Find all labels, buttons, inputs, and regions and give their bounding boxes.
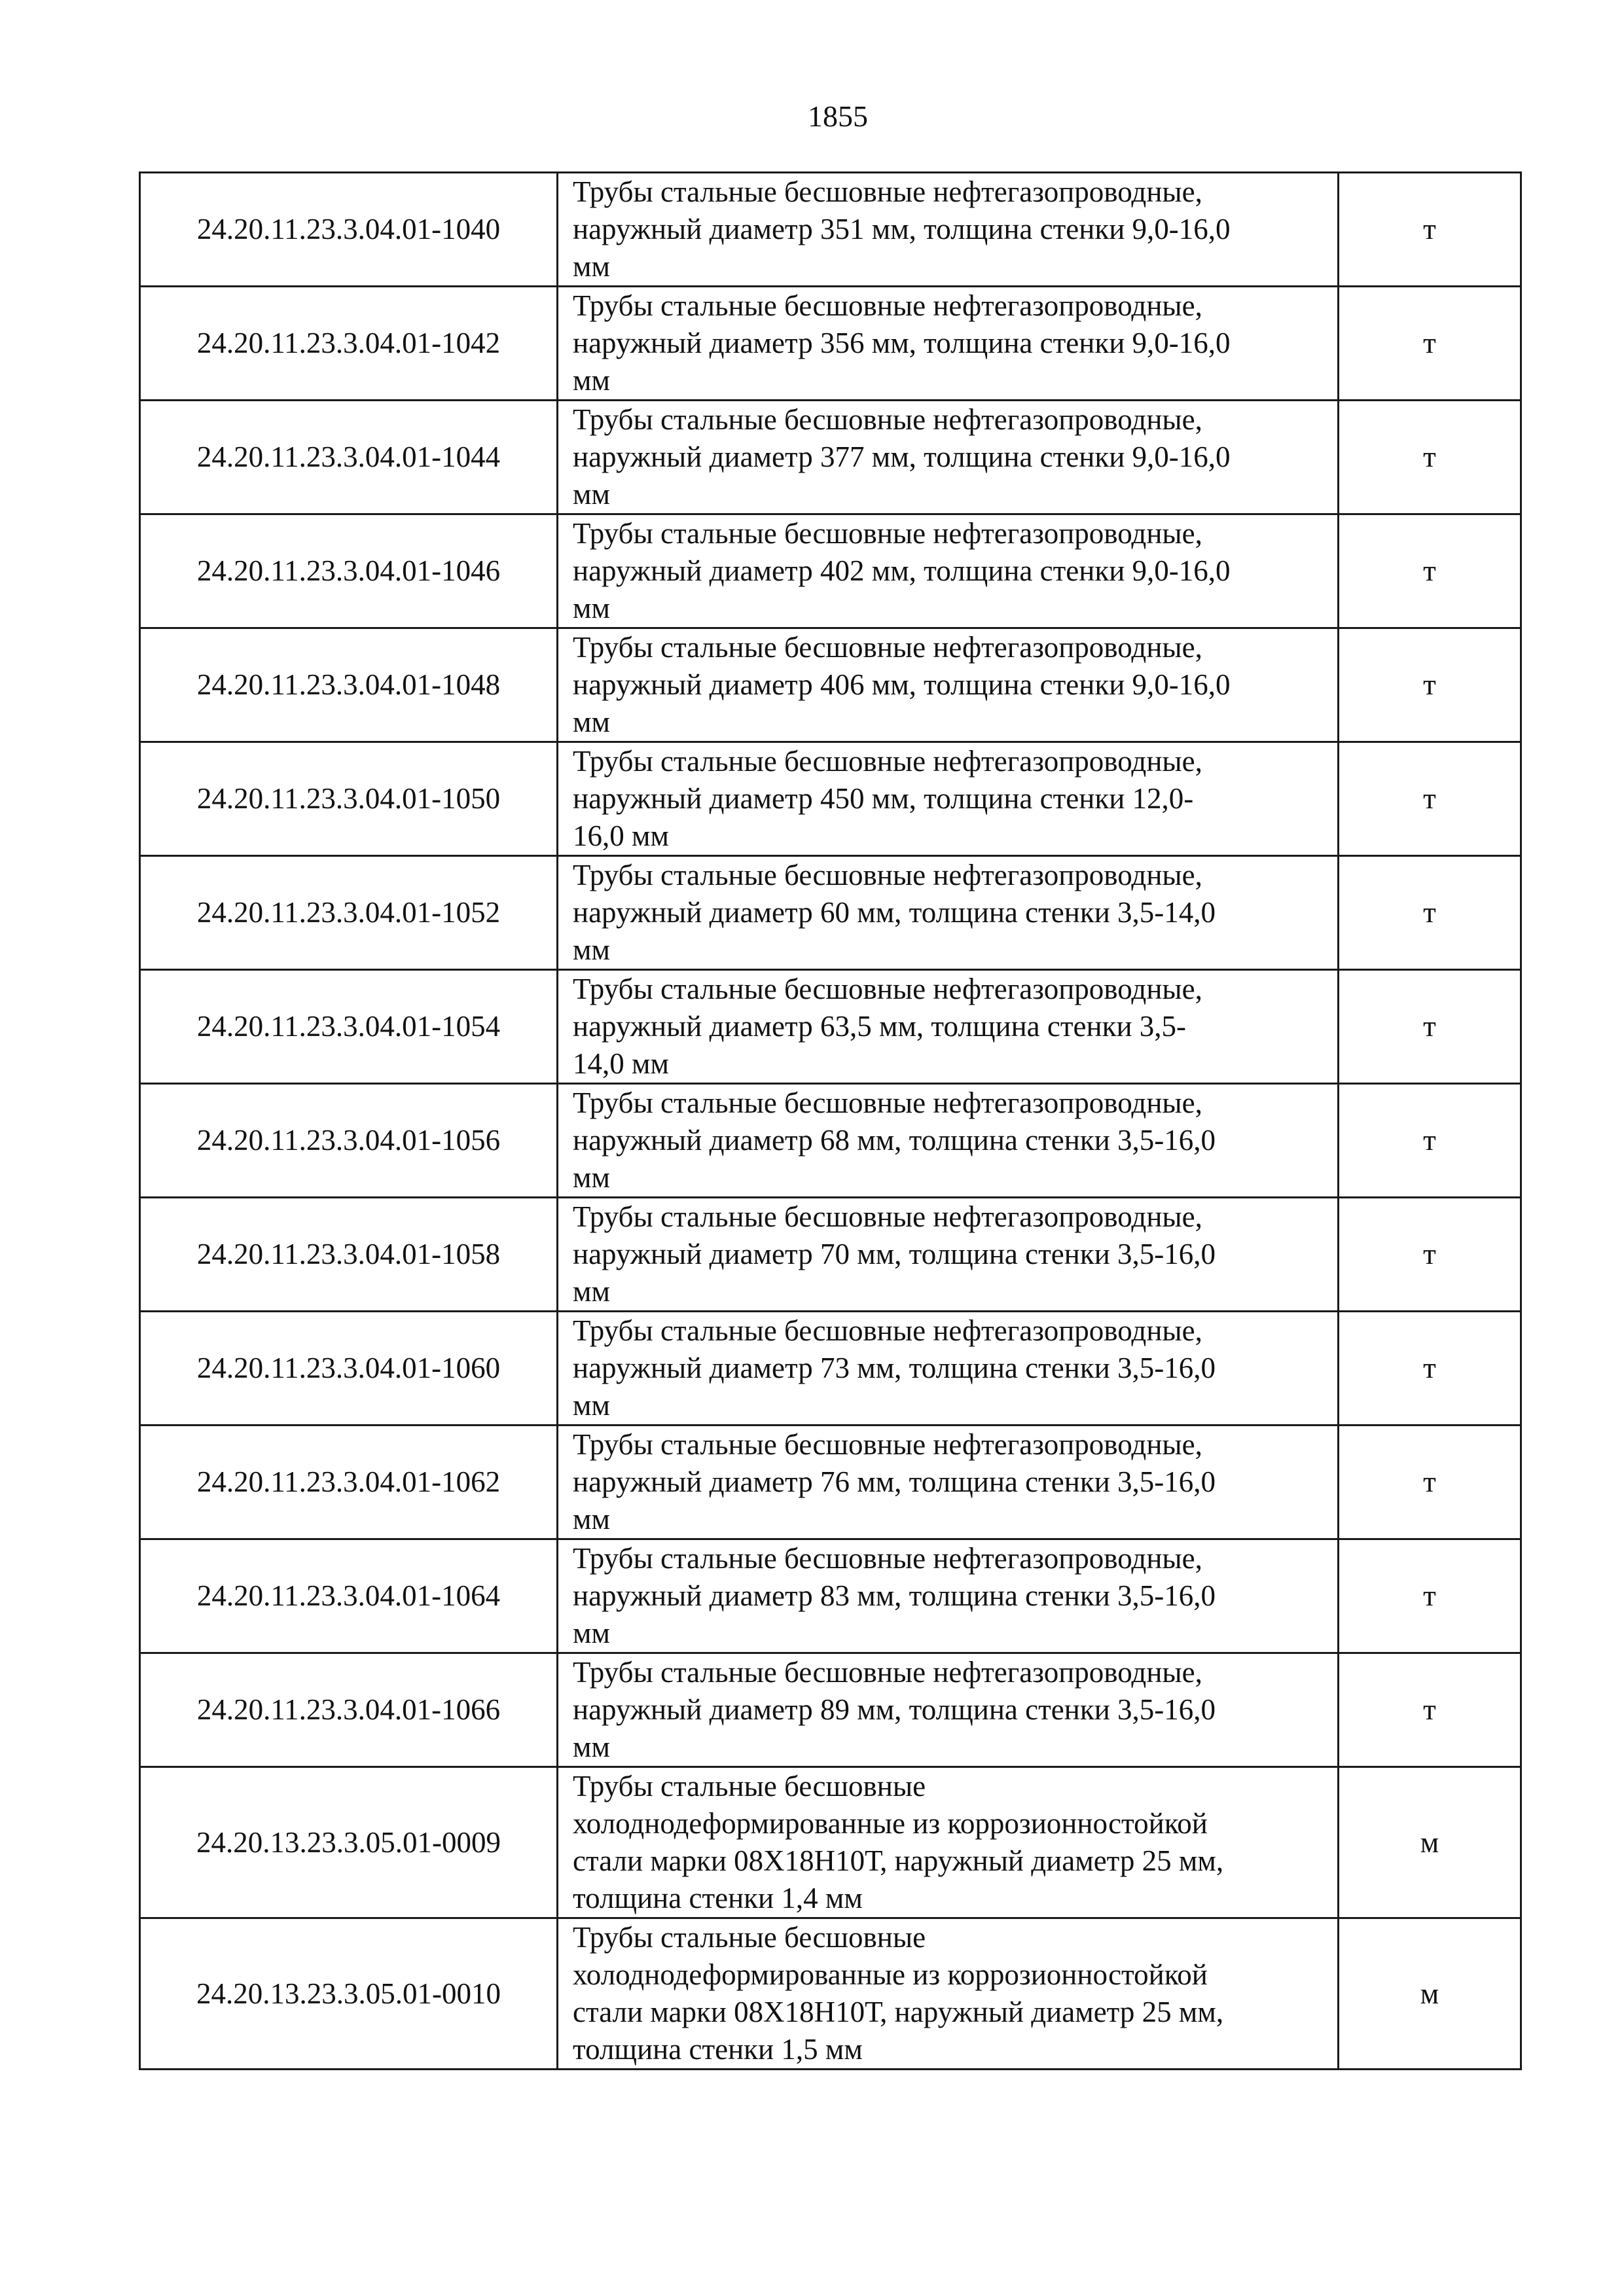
unit-cell: т: [1339, 401, 1521, 514]
description-line: Трубы стальные бесшовные: [573, 1921, 926, 1954]
item-code-cell: 24.20.11.23.3.04.01-1058: [140, 1198, 558, 1312]
description-line: мм: [573, 1503, 610, 1535]
item-description-cell: [558, 287, 1339, 401]
description-line: толщина стенки 1,4 мм: [573, 1882, 863, 1914]
description-line: мм: [573, 1389, 610, 1422]
item-description-cell: [558, 970, 1339, 1084]
unit-cell: т: [1339, 1539, 1521, 1653]
description-line: Трубы стальные бесшовные нефтегазопроводные,: [573, 289, 1202, 322]
description-line: 14,0 мм: [573, 1047, 669, 1080]
description-line: Трубы стальные бесшовные нефтегазопроводные,: [573, 1086, 1202, 1119]
item-description-cell: [558, 173, 1339, 287]
item-description-cell: [558, 628, 1339, 742]
item-code-cell: 24.20.11.23.3.04.01-1056: [140, 1084, 558, 1198]
description-line: Трубы стальные бесшовные нефтегазопроводные,: [573, 1428, 1202, 1461]
description-line: Трубы стальные бесшовные нефтегазопроводные,: [573, 1314, 1202, 1347]
item-description-cell: [558, 514, 1339, 628]
description-line: наружный диаметр 402 мм, толщина стенки 9,0-16,0: [573, 554, 1231, 587]
unit-cell: т: [1339, 514, 1521, 628]
item-code-cell: 24.20.11.23.3.04.01-1062: [140, 1426, 558, 1539]
description-line: наружный диаметр 60 мм, толщина стенки 3,5-14,0: [573, 896, 1216, 929]
unit-cell: т: [1339, 1084, 1521, 1198]
description-line: наружный диаметр 76 мм, толщина стенки 3,5-16,0: [573, 1465, 1216, 1498]
item-code-cell: 24.20.11.23.3.04.01-1066: [140, 1653, 558, 1767]
table-row: [140, 1539, 1521, 1653]
item-description-cell: [558, 1653, 1339, 1767]
description-line: Трубы стальные бесшовные нефтегазопроводные,: [573, 517, 1202, 550]
table-row: [140, 970, 1521, 1084]
table-row: [140, 1198, 1521, 1312]
unit-cell: т: [1339, 1426, 1521, 1539]
description-line: Трубы стальные бесшовные: [573, 1770, 926, 1803]
description-line: наружный диаметр 73 мм, толщина стенки 3,5-16,0: [573, 1352, 1216, 1384]
table-row: [140, 173, 1521, 287]
page-number: 1855: [808, 99, 868, 133]
description-line: наружный диаметр 351 мм, толщина стенки 9,0-16,0: [573, 213, 1231, 245]
unit-cell: т: [1339, 1653, 1521, 1767]
description-line: Трубы стальные бесшовные нефтегазопроводные,: [573, 403, 1202, 436]
unit-cell: т: [1339, 173, 1521, 287]
unit-cell: т: [1339, 628, 1521, 742]
description-line: мм: [573, 933, 610, 966]
description-line: мм: [573, 592, 610, 624]
description-line: наружный диаметр 89 мм, толщина стенки 3,5-16,0: [573, 1693, 1216, 1726]
unit-cell: м: [1339, 1918, 1521, 2070]
description-line: холоднодеформированные из коррозионностойкой: [573, 1807, 1208, 1840]
description-line: наружный диаметр 70 мм, толщина стенки 3,5-16,0: [573, 1238, 1216, 1270]
description-line: Трубы стальные бесшовные нефтегазопроводные,: [573, 1542, 1202, 1575]
item-description-cell: [558, 1198, 1339, 1312]
table-row: [140, 1312, 1521, 1426]
item-code-cell: 24.20.11.23.3.04.01-1044: [140, 401, 558, 514]
unit-cell: т: [1339, 1312, 1521, 1426]
item-description-cell: [558, 856, 1339, 970]
table-row: [140, 1426, 1521, 1539]
table-row: [140, 1084, 1521, 1198]
table-row: [140, 856, 1521, 970]
table-row: [140, 628, 1521, 742]
description-line: мм: [573, 250, 610, 283]
description-line: наружный диаметр 450 мм, толщина стенки 12,0-: [573, 782, 1194, 815]
description-line: холоднодеформированные из коррозионностойкой: [573, 1958, 1208, 1991]
description-line: наружный диаметр 63,5 мм, толщина стенки 3,5-: [573, 1010, 1187, 1043]
description-line: Трубы стальные бесшовные нефтегазопроводные,: [573, 745, 1202, 778]
table-row: [140, 1653, 1521, 1767]
item-description-cell: [558, 1084, 1339, 1198]
description-line: наружный диаметр 406 мм, толщина стенки 9,0-16,0: [573, 668, 1231, 701]
item-description-cell: [558, 1539, 1339, 1653]
table-row: [140, 1918, 1521, 2070]
description-line: Трубы стальные бесшовные нефтегазопроводные,: [573, 1656, 1202, 1689]
description-line: Трубы стальные бесшовные нефтегазопроводные,: [573, 973, 1202, 1005]
item-description-cell: [558, 1426, 1339, 1539]
unit-cell: м: [1339, 1767, 1521, 1918]
item-code-cell: 24.20.11.23.3.04.01-1054: [140, 970, 558, 1084]
description-line: стали марки 08Х18Н10Т, наружный диаметр 25 мм,: [573, 1844, 1224, 1877]
item-code-cell: 24.20.11.23.3.04.01-1050: [140, 742, 558, 856]
description-line: наружный диаметр 83 мм, толщина стенки 3,5-16,0: [573, 1579, 1216, 1612]
description-line: мм: [573, 1731, 610, 1763]
item-code-cell: 24.20.11.23.3.04.01-1064: [140, 1539, 558, 1653]
item-code-cell: 24.20.11.23.3.04.01-1060: [140, 1312, 558, 1426]
description-line: Трубы стальные бесшовные нефтегазопроводные,: [573, 631, 1202, 664]
unit-cell: т: [1339, 856, 1521, 970]
description-line: наружный диаметр 377 мм, толщина стенки 9,0-16,0: [573, 440, 1231, 473]
description-line: мм: [573, 706, 610, 738]
item-code-cell: 24.20.11.23.3.04.01-1048: [140, 628, 558, 742]
description-line: стали марки 08Х18Н10Т, наружный диаметр 25 мм,: [573, 1996, 1224, 2028]
materials-table-body: [140, 173, 1521, 2070]
item-code-cell: 24.20.11.23.3.04.01-1040: [140, 173, 558, 287]
item-description-cell: [558, 401, 1339, 514]
unit-cell: т: [1339, 287, 1521, 401]
table-row: [140, 1767, 1521, 1918]
description-line: 16,0 мм: [573, 819, 669, 852]
description-line: мм: [573, 364, 610, 397]
description-line: Трубы стальные бесшовные нефтегазопроводные,: [573, 175, 1202, 208]
item-description-cell: [558, 1918, 1339, 2070]
unit-cell: т: [1339, 742, 1521, 856]
item-code-cell: 24.20.11.23.3.04.01-1052: [140, 856, 558, 970]
description-line: наружный диаметр 356 мм, толщина стенки 9,0-16,0: [573, 327, 1231, 359]
table-row: [140, 401, 1521, 514]
description-line: Трубы стальные бесшовные нефтегазопроводные,: [573, 1200, 1202, 1233]
item-code-cell: 24.20.13.23.3.05.01-0010: [140, 1918, 558, 2070]
table-row: [140, 287, 1521, 401]
unit-cell: т: [1339, 970, 1521, 1084]
description-line: наружный диаметр 68 мм, толщина стенки 3,5-16,0: [573, 1124, 1216, 1157]
item-code-cell: 24.20.11.23.3.04.01-1042: [140, 287, 558, 401]
description-line: мм: [573, 1275, 610, 1308]
unit-cell: т: [1339, 1198, 1521, 1312]
item-description-cell: [558, 1312, 1339, 1426]
item-description-cell: [558, 742, 1339, 856]
description-line: мм: [573, 478, 610, 511]
description-line: Трубы стальные бесшовные нефтегазопроводные,: [573, 859, 1202, 891]
description-line: мм: [573, 1161, 610, 1194]
item-description-cell: [558, 1767, 1339, 1918]
table-row: [140, 742, 1521, 856]
table-row: [140, 514, 1521, 628]
item-code-cell: 24.20.11.23.3.04.01-1046: [140, 514, 558, 628]
description-line: мм: [573, 1617, 610, 1649]
description-line: толщина стенки 1,5 мм: [573, 2033, 863, 2066]
item-code-cell: 24.20.13.23.3.05.01-0009: [140, 1767, 558, 1918]
materials-table: [139, 171, 1522, 2070]
